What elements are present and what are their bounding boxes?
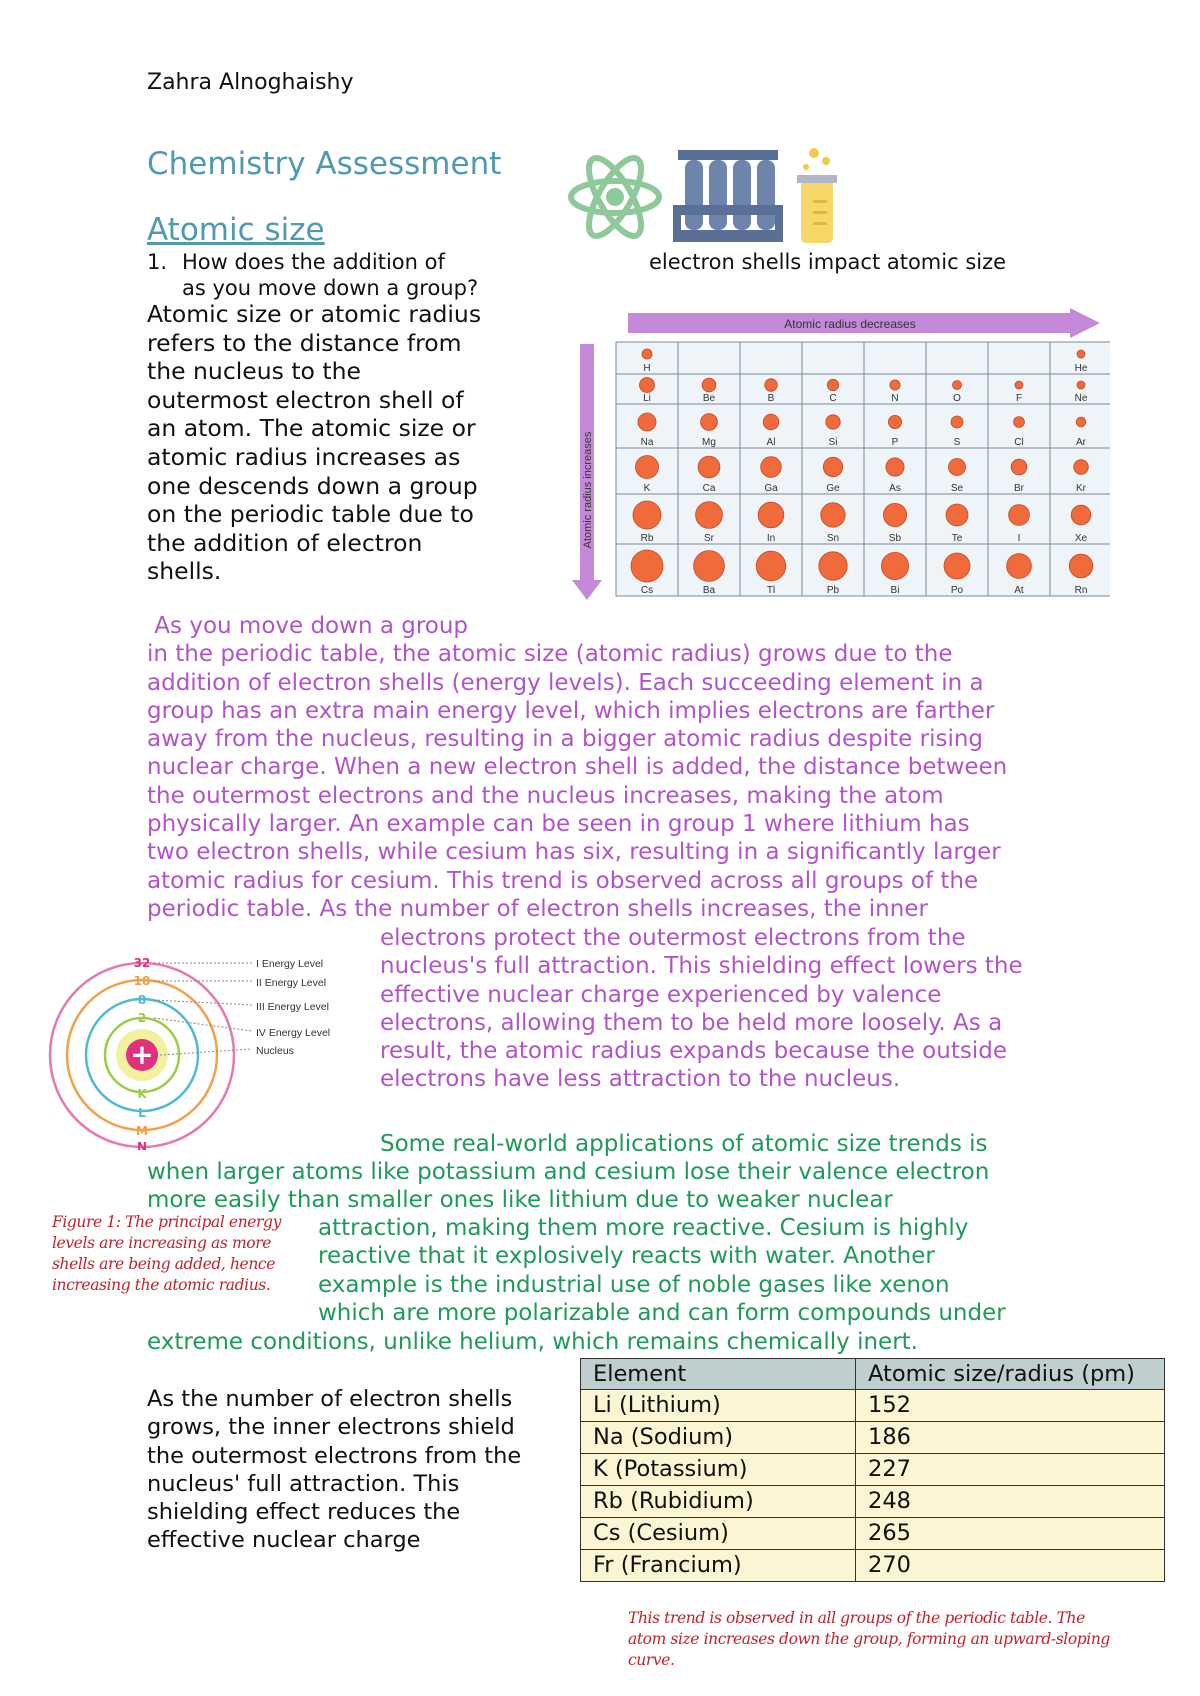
purple-line: effective nuclear charge experienced by valence xyxy=(380,981,942,1008)
green-line: more easily than smaller ones like lithium due to weaker nuclear xyxy=(147,1187,893,1213)
table-row xyxy=(581,1550,1165,1582)
element-symbol: Po xyxy=(950,585,964,596)
shell-letter: M xyxy=(136,1124,148,1138)
shell-capacity: 32 xyxy=(133,956,151,970)
answer-line: one descends down a group xyxy=(147,471,478,500)
table-cell: Na (Sodium) xyxy=(581,1422,856,1454)
shell-letter: N xyxy=(136,1140,148,1150)
green-line: extreme conditions, unlike helium, which remains chemically inert. xyxy=(147,1329,918,1355)
purple-line: nuclear charge. When a new electron shell is added, the distance between xyxy=(147,754,1008,781)
element-symbol: Kr xyxy=(1076,483,1086,494)
atom-ball xyxy=(1077,381,1085,389)
element-symbol: Cs xyxy=(640,585,654,596)
atom-ball xyxy=(1069,554,1093,578)
atom-ball xyxy=(1076,417,1086,427)
answer-line: an atom. The atomic size or xyxy=(147,414,476,443)
green-line: when larger atoms like potassium and cesium lose their valence electron xyxy=(147,1159,990,1185)
atom-ball xyxy=(761,457,782,478)
green-line: attraction, making them more reactive. Cesium is highly xyxy=(318,1215,969,1241)
atom-ball xyxy=(638,413,656,431)
element-symbol: P xyxy=(891,437,899,448)
atom-ball xyxy=(1014,417,1025,428)
atom-ball xyxy=(640,378,655,393)
document-title: Chemistry Assessment xyxy=(147,146,502,182)
atom-ball xyxy=(888,415,901,428)
table-cell: 186 xyxy=(856,1422,1165,1454)
atom-ball xyxy=(819,552,847,580)
energy-level-label: II Energy Level xyxy=(256,977,327,989)
paragraph-line: shielding effect reduces the xyxy=(147,1499,461,1526)
paragraph-line: effective nuclear charge xyxy=(147,1527,421,1554)
purple-line: addition of electron shells (energy levels). Each succeeding element in a xyxy=(147,669,984,696)
element-symbol: S xyxy=(953,437,961,448)
purple-line: the outermost electrons and the nucleus increases, making the atom xyxy=(147,782,944,809)
element-symbol: H xyxy=(643,363,651,374)
atom-ball xyxy=(758,502,784,528)
answer-line: shells. xyxy=(147,557,222,586)
table-cell: Cs (Cesium) xyxy=(581,1518,856,1550)
purple-indented-paragraph xyxy=(380,924,1023,1094)
table-row xyxy=(581,1390,1165,1422)
element-symbol: Ar xyxy=(1076,437,1086,448)
caption-line: Figure 1: The principal energy xyxy=(52,1213,281,1231)
purple-line: away from the nucleus, resulting in a bigger atomic radius despite rising xyxy=(147,726,984,753)
purple-line: group has an extra main energy level, which implies electrons are farther xyxy=(147,697,995,724)
element-symbol: Sb xyxy=(888,533,902,544)
atom-ball xyxy=(1007,554,1032,579)
periodic-grid xyxy=(616,342,1110,596)
atomic-radius-table xyxy=(580,1358,1165,1582)
purple-line: electrons have less attraction to the nucleus. xyxy=(380,1066,901,1093)
atom-ball xyxy=(631,550,663,582)
atom-ball xyxy=(821,503,845,527)
energy-level-label: Nucleus xyxy=(256,1045,294,1057)
energy-level-label: I Energy Level xyxy=(256,958,324,970)
bottom-left-paragraph xyxy=(147,1385,521,1555)
green-line: which are more polarizable and can form compounds under xyxy=(318,1299,1006,1326)
energy-level-label: III Energy Level xyxy=(256,1001,329,1013)
element-symbol: Si xyxy=(828,437,838,448)
element-symbol: Ge xyxy=(826,483,840,494)
atom-icon xyxy=(571,151,659,243)
atom-ball xyxy=(1009,505,1030,526)
table-row xyxy=(581,1454,1165,1486)
element-symbol: Tl xyxy=(766,585,776,596)
table-cell: 248 xyxy=(856,1486,1165,1518)
table-cell: 270 xyxy=(856,1550,1165,1582)
element-symbol: Al xyxy=(766,437,776,448)
atom-ball xyxy=(890,380,900,390)
nucleus-plus: + xyxy=(130,1038,154,1071)
table-cell: Fr (Francium) xyxy=(581,1550,856,1582)
element-symbol: Bi xyxy=(890,585,900,596)
element-symbol: Ba xyxy=(702,585,716,596)
table-row xyxy=(581,1486,1165,1518)
answer-line: Atomic size or atomic radius xyxy=(147,300,482,328)
top-arrow-label: Atomic radius decreases xyxy=(784,317,916,331)
table-header-radius: Atomic size/radius (pm) xyxy=(856,1359,1165,1390)
element-symbol: Mg xyxy=(702,437,716,448)
green-line: Some real-world applications of atomic size trends is xyxy=(380,1131,988,1157)
green-indented-paragraph xyxy=(318,1214,1006,1327)
atom-ball xyxy=(698,456,720,478)
element-symbol: Ne xyxy=(1074,393,1088,404)
element-symbol: Xe xyxy=(1074,533,1088,544)
table-cell: K (Potassium) xyxy=(581,1454,856,1486)
author-name: Zahra Alnoghaishy xyxy=(147,70,354,95)
table-header-row xyxy=(581,1359,1165,1390)
purple-line: As you move down a group xyxy=(147,613,469,639)
element-symbol: In xyxy=(766,533,776,544)
element-symbol: Sr xyxy=(704,533,714,544)
energy-level-label: IV Energy Level xyxy=(256,1027,331,1039)
element-symbol: Rn xyxy=(1074,585,1088,596)
caption-line: curve. xyxy=(628,1651,675,1669)
purple-line: periodic table. As the number of electron shells increases, the inner xyxy=(147,895,928,922)
grid-cell xyxy=(988,342,1050,374)
shell-capacity: 2 xyxy=(137,1011,147,1025)
shell-letter: L xyxy=(138,1106,146,1120)
science-icons xyxy=(568,145,868,245)
element-symbol: C xyxy=(829,393,837,404)
paragraph-line: grows, the inner electrons shield xyxy=(147,1414,515,1441)
atom-ball xyxy=(765,379,778,392)
answer-line: outermost electron shell of xyxy=(147,385,464,414)
table-cell: Rb (Rubidium) xyxy=(581,1486,856,1518)
table-cell: 265 xyxy=(856,1518,1165,1550)
caption-line: shells are being added, hence xyxy=(52,1255,275,1273)
purple-line: two electron shells, while cesium has six, resulting in a significantly larger xyxy=(147,839,1001,866)
table-cell: 152 xyxy=(856,1390,1165,1422)
purple-paragraph xyxy=(147,612,1007,923)
atom-ball xyxy=(1074,460,1089,475)
atom-ball xyxy=(881,552,908,579)
atom-ball xyxy=(633,501,661,529)
element-symbol: Rb xyxy=(640,533,654,544)
table-cell: Li (Lithium) xyxy=(581,1390,856,1422)
question-part-a: How does the addition of xyxy=(182,250,445,274)
beaker-icon xyxy=(797,148,837,243)
atom-ball xyxy=(1077,350,1085,358)
atom-ball xyxy=(883,503,906,526)
caption-line: This trend is observed in all groups of the periodic table. The xyxy=(628,1609,1085,1627)
atomic-radius-periodic-chart xyxy=(570,308,1110,604)
purple-line: atomic radius for cesium. This trend is observed across all groups of the xyxy=(147,867,979,894)
atom-ball xyxy=(946,504,968,526)
question-part-b: electron shells impact atomic size xyxy=(649,250,1007,274)
purple-line: electrons protect the outermost electrons from the xyxy=(380,925,966,951)
element-symbol: F xyxy=(1015,393,1023,404)
atom-ball xyxy=(827,379,838,390)
section-heading: Atomic size xyxy=(147,212,325,248)
side-arrow-label: Atomic radius increases xyxy=(582,431,594,549)
purple-line: in the periodic table, the atomic size (atomic radius) grows due to the xyxy=(147,641,953,668)
element-symbol: Li xyxy=(643,393,651,404)
answer-line: refers to the distance from xyxy=(147,328,462,357)
table-caption xyxy=(628,1608,1110,1671)
shell-capacity: 8 xyxy=(137,993,147,1007)
shell-capacity: 18 xyxy=(133,974,151,988)
atom-ball xyxy=(702,378,716,392)
element-symbol: Pb xyxy=(826,585,840,596)
table-row xyxy=(581,1518,1165,1550)
purple-line: nucleus's full attraction. This shielding effect lowers the xyxy=(380,953,1023,980)
grid-cell xyxy=(740,342,802,374)
paragraph-line: nucleus' full attraction. This xyxy=(147,1470,460,1497)
figure-1-caption xyxy=(52,1212,281,1296)
purple-line: electrons, allowing them to be held more loosely. As a xyxy=(380,1009,1003,1036)
grid-cell xyxy=(864,342,926,374)
atom-ball xyxy=(823,457,842,476)
element-symbol: N xyxy=(891,393,899,404)
atom-ball xyxy=(944,553,970,579)
atom-ball xyxy=(951,416,963,428)
element-symbol: Br xyxy=(1014,483,1024,494)
atom-ball xyxy=(953,381,962,390)
element-symbol: Se xyxy=(950,483,964,494)
atom-ball xyxy=(756,551,786,581)
atom-ball xyxy=(1011,459,1027,475)
atom-ball xyxy=(1015,381,1023,389)
element-symbol: Be xyxy=(702,393,716,404)
answer-line: on the periodic table due to xyxy=(147,500,474,529)
element-symbol: Cl xyxy=(1014,437,1024,448)
element-symbol: Ca xyxy=(702,483,716,494)
element-symbol: K xyxy=(643,483,651,494)
element-symbol: He xyxy=(1074,363,1088,374)
element-symbol: As xyxy=(889,483,901,494)
table-row xyxy=(581,1422,1165,1454)
atom-ball xyxy=(696,502,723,529)
caption-line: atom size increases down the group, forming an upward-sloping xyxy=(628,1630,1110,1648)
table-cell: 227 xyxy=(856,1454,1165,1486)
purple-line: result, the atomic radius expands because the outside xyxy=(380,1038,1007,1065)
element-symbol: O xyxy=(953,393,961,404)
paragraph-line: the outermost electrons from the xyxy=(147,1442,522,1469)
atom-ball xyxy=(701,414,718,431)
atom-ball xyxy=(642,349,652,359)
element-symbol: I xyxy=(1017,533,1021,544)
answer-line: the nucleus to the xyxy=(147,357,361,386)
atom-ball xyxy=(949,459,966,476)
grid-cell xyxy=(802,342,864,374)
green-line: example is the industrial use of noble gases like xenon xyxy=(318,1271,950,1298)
shell-letter: K xyxy=(137,1087,147,1101)
question-number: 1. xyxy=(147,250,168,274)
test-tubes-icon xyxy=(673,150,783,242)
element-symbol: B xyxy=(767,393,775,404)
element-symbol: Na xyxy=(640,437,654,448)
answer-paragraph xyxy=(147,300,481,586)
atom-ball xyxy=(763,414,779,430)
purple-line: physically larger. An example can be seen in group 1 where lithium has xyxy=(147,811,970,838)
caption-line: increasing the atomic radius. xyxy=(52,1276,271,1294)
element-symbol: Ga xyxy=(764,483,778,494)
paragraph-line: As the number of electron shells xyxy=(147,1386,513,1412)
atom-ball xyxy=(826,415,840,429)
caption-line: levels are increasing as more xyxy=(52,1234,271,1252)
question-part-c: as you move down a group? xyxy=(182,276,479,300)
grid-cell xyxy=(678,342,740,374)
element-symbol: Sn xyxy=(826,533,840,544)
atom-ball xyxy=(694,551,725,582)
atom-ball xyxy=(636,456,659,479)
element-symbol: Te xyxy=(951,533,963,544)
answer-line: the addition of electron xyxy=(147,528,423,557)
green-line: reactive that it explosively reacts with water. Another xyxy=(318,1243,935,1270)
atom-ball xyxy=(1071,505,1091,525)
table-header-element: Element xyxy=(581,1359,856,1390)
energy-level-diagram xyxy=(42,955,352,1150)
grid-cell xyxy=(926,342,988,374)
element-symbol: At xyxy=(1014,585,1024,596)
answer-line: atomic radius increases as xyxy=(147,442,461,471)
atom-ball xyxy=(886,458,904,476)
